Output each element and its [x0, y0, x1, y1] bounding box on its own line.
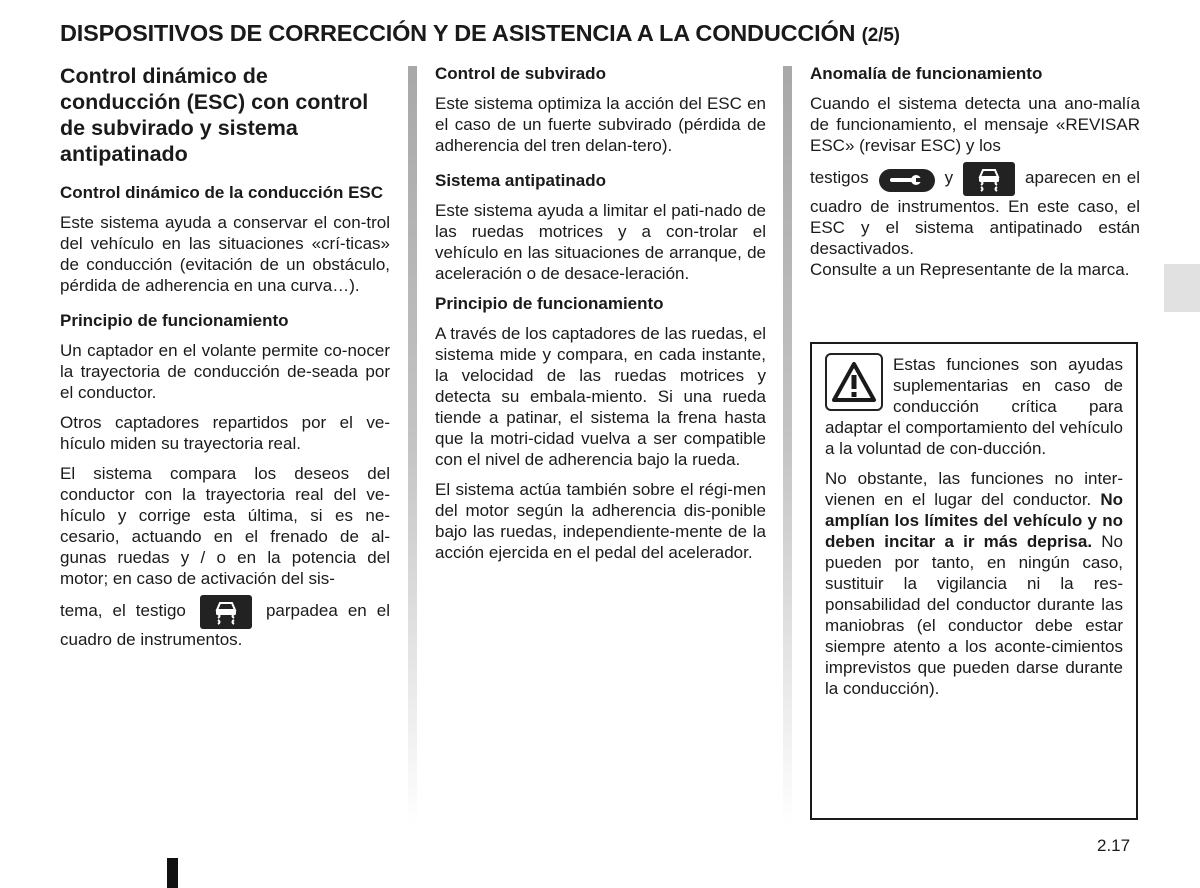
- paragraph: El sistema actúa también sobre el régi-men del motor según la adherencia dis-ponible bajo las ruedas, independiente-mente de la acción ejercida en el pedal del acelerador.: [435, 480, 766, 562]
- paragraph: Cuando el sistema detecta una ano-malía de funcionamiento, el mensaje «REVISAR ESC» (revisar ESC) y los: [810, 94, 1140, 155]
- inline-text: parpadea en el cuadro de instrumentos.: [60, 601, 390, 649]
- warning-text-normal: No obstante, las funciones no inter-vienen en el lugar del conductor.: [825, 469, 1123, 509]
- crop-mark: [167, 858, 178, 888]
- column-separator: [783, 66, 792, 826]
- warning-text-normal: No pueden por tanto, en ningún caso, sustituir la vigilancia ni la res-ponsabilidad del conductor durante las maniobras (el conductor debe estar siempre atento a los aconte-cimientos imprevistos que pueden darse durante la conducción).: [825, 532, 1123, 698]
- column-1: [60, 63, 390, 659]
- subheading-principle: Principio de funcionamiento: [435, 294, 664, 313]
- warning-text-bold: No amplían los límites del vehículo y no deben incitar a ir más deprisa.: [825, 490, 1123, 551]
- paragraph: Este sistema ayuda a limitar el pati-nado de las ruedas motrices y a con-trolar el vehículo en las situaciones de arranque, de aceleración o de desace-leración.: [435, 201, 766, 283]
- paragraph: Otros captadores repartidos por el ve-hículo miden su trayectoria real.: [60, 413, 390, 453]
- paragraph: Un captador en el volante permite co-nocer la trayectoria de conducción de-seada por el conductor.: [60, 341, 390, 402]
- paragraph-with-indicator: [60, 595, 390, 650]
- subheading-understeer: Control de subvirado: [435, 64, 606, 83]
- inline-text: testigos: [810, 168, 869, 187]
- inline-text: aparecen en el cuadro de instrumentos. En este caso, el ESC y el sistema antipatinado están desactivados.: [810, 168, 1141, 258]
- page-title-text: DISPOSITIVOS DE CORRECCIÓN Y DE ASISTENCIA A LA CONDUCCIÓN: [60, 20, 856, 46]
- warning-paragraph: Estas funciones son ayudas suplementarias en caso de conducción crítica para adaptar el comportamiento del vehículo a la voluntad de con-ducción.: [825, 355, 1123, 458]
- paragraph: El sistema compara los deseos del conductor con la trayectoria real del ve-hículo y corrige esta última, si es ne-cesario, actuando en el frenado de al-gunas ruedas y / o en la potencia del motor; en caso de activación del sis-: [60, 464, 390, 588]
- paragraph: Este sistema ayuda a conservar el con-trol del vehículo en las situaciones «crí-ticas» de conducción (evitación de un obstáculo, pérdida de adherencia en una curva…).: [60, 213, 390, 295]
- subheading-malfunction: Anomalía de funcionamiento: [810, 64, 1043, 83]
- column-separator: [408, 66, 417, 826]
- inline-text: y: [944, 168, 954, 187]
- section-tab: [1164, 264, 1200, 312]
- column-2: [435, 63, 766, 572]
- column-3: [810, 63, 1140, 289]
- inline-text: tema, el testigo: [60, 601, 186, 620]
- page-number: 2.17: [1097, 836, 1131, 855]
- paragraph-with-indicators: [810, 162, 1140, 259]
- paragraph: A través de los captadores de las ruedas, el sistema mide y compara, en cada instante, la velocidad de las ruedas motrices y detecta su embala-miento. Si una rueda tiende a patinar, el sistema la frena hasta que la motri-cidad vuelva a ser compatible con el nivel de adherencia bajo la rueda.: [435, 324, 766, 469]
- skid-car-icon: [963, 162, 1015, 196]
- subheading-antiskid: Sistema antipatinado: [435, 171, 606, 190]
- warning-box: [810, 342, 1138, 820]
- page-title: [60, 20, 1160, 47]
- paragraph: Consulte a un Representante de la marca.: [810, 260, 1130, 279]
- warning-paragraph: [825, 468, 1123, 699]
- skid-car-icon: [200, 595, 252, 629]
- section-heading: Control dinámico de conducción (ESC) con control de subvirado y sistema antipatinado: [60, 64, 369, 166]
- subheading-esc: Control dinámico de la conducción ESC: [60, 183, 384, 202]
- wrench-icon: [879, 169, 935, 192]
- warning-triangle-icon: [825, 353, 883, 411]
- page-part: (2/5): [861, 25, 900, 46]
- subheading-principle: Principio de funcionamiento: [60, 311, 289, 330]
- paragraph: Este sistema optimiza la acción del ESC en el caso de un fuerte subvirado (pérdida de adherencia del tren delan-tero).: [435, 94, 766, 155]
